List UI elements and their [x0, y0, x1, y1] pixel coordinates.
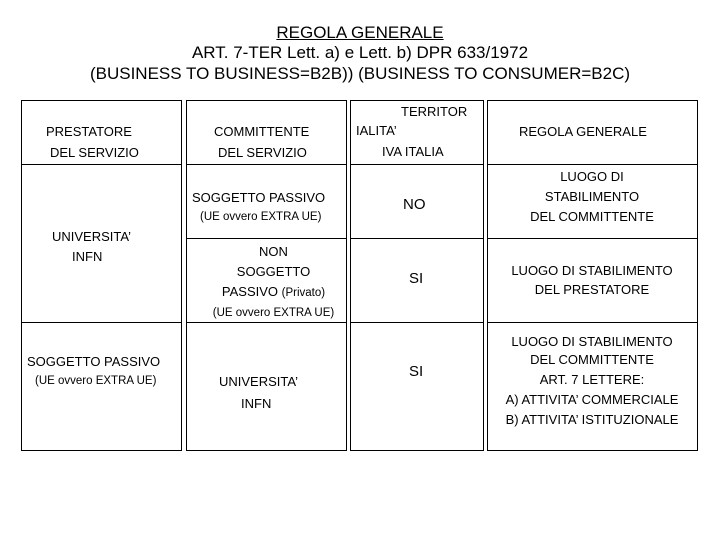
row2-committente-line4: (UE ovvero EXTRA UE) — [212, 306, 335, 319]
row3-regola-line1: LUOGO DI STABILIMENTO — [511, 334, 673, 349]
row2-committente-line2: SOGGETTO — [236, 264, 311, 279]
row1-committente-line1: SOGGETTO PASSIVO — [192, 190, 326, 205]
grid-line — [487, 100, 697, 101]
grid-line — [483, 100, 484, 451]
row1-committente-line2: (UE ovvero EXTRA UE) — [200, 211, 322, 223]
header-territorialita — [356, 105, 467, 158]
row3-committente — [219, 375, 298, 410]
prestatore-universita-line1: UNIVERSITA’ — [52, 229, 131, 244]
header-territorialita-line2: IALITA’ — [356, 123, 397, 138]
row3-regola-line5: B) ATTIVITA’ ISTITUZIONALE — [505, 412, 679, 427]
header-prestatore — [46, 125, 139, 159]
prestatore-soggetto-passivo — [27, 355, 160, 388]
grid-line — [350, 238, 483, 239]
grid-line — [21, 100, 22, 451]
row3-committente-line1: UNIVERSITA’ — [219, 374, 298, 389]
page-subtitle-2: (BUSINESS TO BUSINESS=B2B)) (BUSINESS TO CONSUMER=B2C) — [89, 64, 631, 83]
row3-regola-line4: A) ATTIVITA’ COMMERCIALE — [505, 392, 679, 407]
grid-line — [487, 450, 697, 451]
page-subtitle: ART. 7-TER Lett. a) e Lett. b) DPR 633/1972 — [191, 43, 529, 62]
grid-line — [350, 450, 483, 451]
row2-committente-line3a: PASSIVO — [221, 284, 279, 299]
header-prestatore-line1: PRESTATORE — [46, 124, 132, 139]
grid-line — [21, 100, 181, 101]
row1-territorialita: NO — [403, 196, 426, 213]
grid-line — [186, 238, 346, 239]
row3-committente-line2: INFN — [241, 396, 272, 411]
header-regola: REGOLA GENERALE — [519, 124, 647, 139]
header-committente — [214, 125, 309, 159]
row3-regola-line3: ART. 7 LETTERE: — [539, 372, 645, 387]
grid-line — [487, 322, 697, 323]
row2-regola-line2: DEL PRESTATORE — [534, 282, 650, 297]
grid-line — [186, 450, 346, 451]
grid-line — [21, 322, 181, 323]
prestatore-soggetto-line2: (UE ovvero EXTRA UE) — [35, 375, 157, 387]
prestatore-universita — [52, 230, 131, 263]
row2-committente — [186, 245, 361, 319]
row1-regola-line3: DEL COMMITTENTE — [530, 209, 654, 224]
row1-regola-line1: LUOGO DI — [560, 169, 624, 184]
header-territorialita-line1: TERRITOR — [401, 104, 468, 119]
row3-regola-line2: DEL COMMITTENTE — [530, 352, 654, 367]
grid-line — [186, 322, 346, 323]
row2-committente-line1: NON — [259, 244, 288, 259]
row2-territorialita: SI — [409, 270, 424, 287]
grid-line — [350, 100, 483, 101]
row1-regola — [492, 170, 692, 223]
grid-line — [350, 322, 483, 323]
row1-regola-line2: STABILIMENTO — [544, 189, 640, 204]
grid-line — [487, 164, 697, 165]
page-title: REGOLA GENERALE — [276, 23, 444, 42]
row2-regola-line1: LUOGO DI STABILIMENTO — [511, 263, 673, 278]
row2-regola — [492, 264, 692, 296]
prestatore-universita-line2: INFN — [72, 249, 103, 264]
grid-line — [21, 450, 181, 451]
header-territorialita-line3: IVA ITALIA — [382, 144, 444, 159]
prestatore-soggetto-line1: SOGGETTO PASSIVO — [27, 354, 161, 369]
grid-line — [181, 100, 182, 451]
row1-committente — [192, 191, 325, 224]
grid-line — [21, 164, 181, 165]
header-prestatore-line2: DEL SERVIZIO — [50, 145, 139, 160]
header-committente-line2: DEL SERVIZIO — [218, 145, 307, 160]
grid-line — [186, 100, 346, 101]
grid-line — [186, 164, 346, 165]
row2-committente-line3b: (Privato) — [281, 287, 326, 299]
grid-line — [487, 238, 697, 239]
header-committente-line1: COMMITTENTE — [214, 124, 310, 139]
grid-line — [697, 100, 698, 451]
row3-regola — [487, 335, 697, 426]
grid-line — [350, 164, 483, 165]
row3-territorialita: SI — [409, 363, 424, 380]
